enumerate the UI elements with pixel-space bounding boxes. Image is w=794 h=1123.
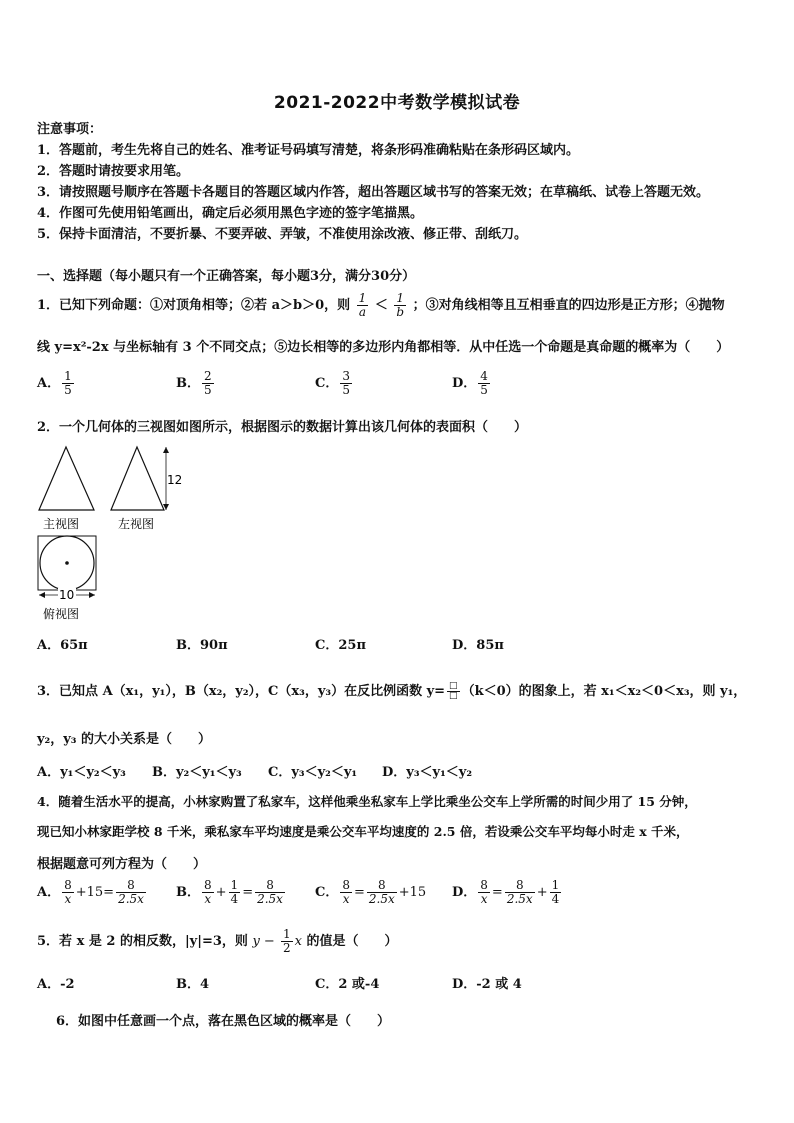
q1-text-part2: ；③对角线相等且互相垂直的四边形是正方形；④抛物 bbox=[412, 298, 725, 313]
q5-text-part2: 的值是（ ） bbox=[306, 934, 398, 949]
q3-option-d: D．y₃＜y₁＜y₂ bbox=[382, 765, 473, 780]
q1-option-a: A． $\frac{1}{5}$ bbox=[37, 369, 72, 397]
question-3-line-2: y₂，y₃ 的大小关系是（ ） bbox=[37, 732, 212, 747]
q1-fraction-1-over-b: $\frac{1}{b}$ bbox=[396, 291, 405, 319]
note-item-3: 3．请按照题号顺序在答题卡各题目的答题区域内作答，超出答题区域书写的答案无效；在草稿纸、试卷上答题无效。 bbox=[37, 185, 710, 200]
q2-option-a: A．65π bbox=[37, 638, 88, 653]
section-heading: 一、选择题（每小题只有一个正确答案，每小题3分，满分30分） bbox=[37, 269, 416, 284]
q1-text-part1: 1．已知下列命题：①对顶角相等；②若 a＞b＞0，则 bbox=[37, 298, 351, 313]
q2-option-c: C．25π bbox=[315, 638, 366, 653]
notes-heading: 注意事项： bbox=[37, 122, 103, 137]
question-6: 6．如图中任意画一个点，落在黑色区域的概率是（ ） bbox=[56, 1014, 391, 1029]
q5-option-b: B．4 bbox=[176, 977, 210, 992]
page-title: 2021-2022中考数学模拟试卷 bbox=[273, 93, 521, 113]
q2-option-b: B．90π bbox=[176, 638, 228, 653]
question-5 bbox=[37, 928, 398, 955]
q5-text-part1: 5．若 x 是 2 的相反数，|y|=3，则 bbox=[37, 934, 248, 949]
q1-fraction-1-over-a: $\frac{1}{a}$ bbox=[358, 291, 367, 319]
q5-var-y: y bbox=[252, 934, 260, 949]
top-view-center-dot bbox=[65, 561, 69, 565]
question-3-line-1 bbox=[37, 680, 746, 701]
left-view-label: 左视图 bbox=[118, 517, 155, 531]
q1-option-c: C． $\frac{3}{5}$ bbox=[315, 369, 350, 397]
note-item-1: 1．答题前，考生先将自己的姓名、准考证号码填写清楚，将条形码准确粘贴在条形码区域内。 bbox=[37, 143, 580, 158]
q3-text-part2: （k＜0）的图象上，若 x₁＜x₂＜0＜x₃，则 y₁， bbox=[461, 684, 747, 699]
q2-option-d: D．85π bbox=[452, 638, 504, 653]
left-view-triangle bbox=[111, 447, 164, 510]
q4-option-c: C． $\frac{8}{x}$ = $\frac{8}{2.5x}$ +15 bbox=[315, 878, 427, 906]
q4-option-b: B． $\frac{8}{x}$ + $\frac{1}{4}$ = $\frac{8}{2.5x}$ bbox=[176, 878, 283, 906]
three-view-figure bbox=[30, 440, 190, 625]
note-item-2: 2．答题时请按要求用笔。 bbox=[37, 164, 190, 179]
q3-option-a: A．y₁＜y₂＜y₃ bbox=[37, 765, 126, 780]
q3-text-part1: 3．已知点 A（x₁，y₁），B（x₂，y₂），C（x₃，y₃）在反比例函数 y= bbox=[37, 684, 446, 699]
q1-option-b: B． $\frac{2}{5}$ bbox=[176, 369, 212, 397]
q3-option-c: C．y₃＜y₂＜y₁ bbox=[268, 765, 358, 780]
question-2: 2．一个几何体的三视图如图所示，根据图示的数据计算出该几何体的表面积（ ） bbox=[37, 420, 528, 435]
height-label: 12 bbox=[167, 473, 183, 487]
q5-option-c: C．2 或-4 bbox=[315, 977, 380, 992]
height-arrow-top bbox=[163, 447, 169, 453]
question-4-line-3: 根据题意可列方程为（ ） bbox=[37, 857, 207, 872]
diameter-arrow-right bbox=[89, 592, 95, 598]
q1-option-d: D． $\frac{4}{5}$ bbox=[452, 369, 488, 397]
front-view-triangle bbox=[39, 447, 94, 510]
question-1-line-2: 线 y=x²-2x 与坐标轴有 3 个不同交点；⑤边长相等的多边形内角都相等．从中任选一个命题是真命题的概率为（ ） bbox=[37, 340, 730, 355]
q3-option-b: B．y₂＜y₁＜y₃ bbox=[152, 765, 242, 780]
question-1-line-1 bbox=[37, 292, 725, 319]
note-item-5: 5．保持卡面清洁，不要折暴、不要弄破、弄皱，不准使用涂改液、修正带、刮纸刀。 bbox=[37, 227, 528, 242]
diameter-arrow-left bbox=[39, 592, 45, 598]
diameter-label: 10 bbox=[59, 588, 75, 602]
note-item-4: 4．作图可先使用铅笔画出，确定后必须用黑色字迹的签字笔描黑。 bbox=[37, 206, 424, 221]
q5-option-a: A．-2 bbox=[37, 977, 75, 992]
q5-fraction-half: $\frac{1}{2}$ bbox=[282, 927, 291, 955]
q5-var-x: x bbox=[294, 934, 302, 949]
front-view-label: 主视图 bbox=[43, 517, 80, 531]
q3-fraction-k-over-x: $\frac{□}{□}$ bbox=[449, 681, 458, 701]
question-4-line-1: 4．随着生活水平的提高，小林家购置了私家车，这样他乘坐私家车上学比乘坐公交车上学所需的时间少用了 15 分钟， bbox=[37, 794, 697, 809]
q1-less-than: ＜ bbox=[374, 298, 388, 313]
q5-option-d: D．-2 或 4 bbox=[452, 977, 522, 992]
question-4-line-2: 现已知小林家距学校 8 千米，乘私家车平均速度是乘公交车平均速度的 2.5 倍，若设乘公交车平均每小时走 x 千米， bbox=[37, 824, 689, 839]
top-view-label: 俯视图 bbox=[43, 607, 80, 621]
q4-option-d: D． $\frac{8}{x}$ = $\frac{8}{2.5x}$ + $\frac{1}{4}$ bbox=[452, 878, 560, 906]
q5-minus: − bbox=[259, 934, 279, 949]
q4-option-a: A． $\frac{8}{x}$ +15= $\frac{8}{2.5x}$ bbox=[37, 878, 144, 906]
